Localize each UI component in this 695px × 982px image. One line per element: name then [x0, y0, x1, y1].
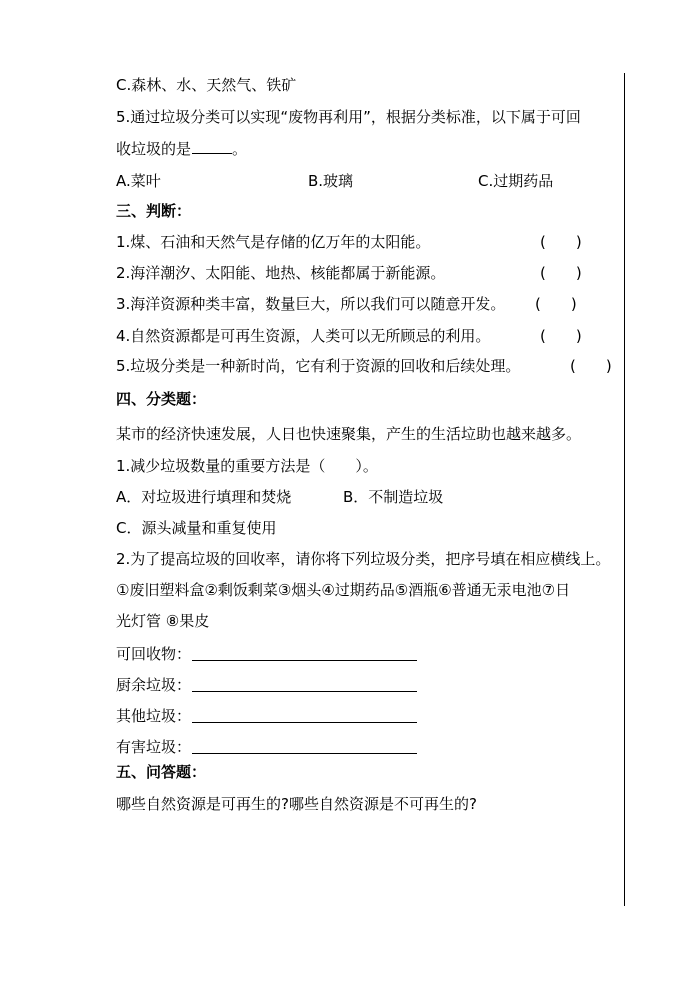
section4-intro: 某市的经济快速发展，人日也快速聚集，产生的生活垃助也越来越多。 [116, 425, 582, 443]
section5-question: 哪些自然资源是可再生的?哪些自然资源是不可再生的? [116, 795, 477, 813]
classify-q1-option-a: A．对垃圾进行填理和焚烧 [116, 488, 292, 506]
q5-option-b: B.玻璃 [308, 172, 354, 190]
classify-q1-option-c: C．源头减量和重复使用 [116, 519, 277, 537]
page-right-border [624, 73, 625, 906]
classify-q1-stem: 1.减少垃圾数量的重要方法是（ ）。 [116, 457, 378, 475]
judge-item-2: 2.海洋潮汐、太阳能、地热、核能都属于新能源。 [116, 264, 446, 282]
section5-title: 五、问答题： [116, 763, 207, 781]
category-kitchen-blank[interactable] [192, 691, 417, 692]
q4-option-c: C.森林、水、天然气、铁矿 [116, 76, 297, 94]
judge-item-1: 1.煤、石油和天然气是存储的亿万年的太阳能。 [116, 233, 431, 251]
category-kitchen-label: 厨余垃圾： [116, 676, 192, 694]
category-recyclable-blank[interactable] [192, 660, 417, 661]
judge-answer-1[interactable]: ( ) [540, 233, 582, 251]
q5-option-a: A.菜叶 [116, 172, 161, 190]
q5-answer-blank[interactable] [192, 139, 232, 154]
q5-stem-suffix: 。 [232, 140, 248, 158]
judge-item-3: 3.海洋资源种类丰富，数量巨大，所以我们可以随意开发。 [116, 295, 506, 313]
classify-q2-stem: 2.为了提高垃圾的回收率，请你将下列垃圾分类，把序号填在相应横线上。 [116, 550, 611, 568]
judge-answer-5[interactable]: ( ) [570, 357, 612, 375]
category-hazardous-blank[interactable] [192, 753, 417, 754]
category-other-blank[interactable] [192, 722, 417, 723]
section3-title: 三、判断： [116, 202, 192, 220]
judge-item-5: 5.垃圾分类是一种新时尚，它有利于资源的回收和后续处理。 [116, 357, 521, 375]
q5-stem-line2 [116, 139, 247, 159]
judge-item-4: 4.自然资源都是可再生资源，人类可以无所顾忌的利用。 [116, 327, 491, 345]
category-hazardous-label: 有害垃圾： [116, 738, 192, 756]
classify-q1-option-b: B．不制造垃圾 [343, 488, 444, 506]
classify-q2-items-line1: ①废旧塑料盒②剩饭剩菜③烟头④过期药品⑤酒瓶⑥普通无汞电池⑦日 [116, 581, 571, 599]
judge-answer-2[interactable]: ( ) [540, 264, 582, 282]
q5-stem-line1: 5.通过垃圾分类可以实现“废物再利用”，根据分类标准，以下属于可回 [116, 108, 581, 126]
category-other-label: 其他垃圾： [116, 707, 192, 725]
category-recyclable-label: 可回收物： [116, 645, 192, 663]
section4-title: 四、分类题： [116, 390, 207, 408]
classify-q2-items-line2: 光灯管 ⑧果皮 [116, 612, 210, 630]
judge-answer-3[interactable]: ( ) [535, 295, 577, 313]
q5-stem-text: 收垃圾的是 [116, 140, 192, 158]
q5-option-c: C.过期药品 [478, 172, 554, 190]
judge-answer-4[interactable]: ( ) [540, 327, 582, 345]
